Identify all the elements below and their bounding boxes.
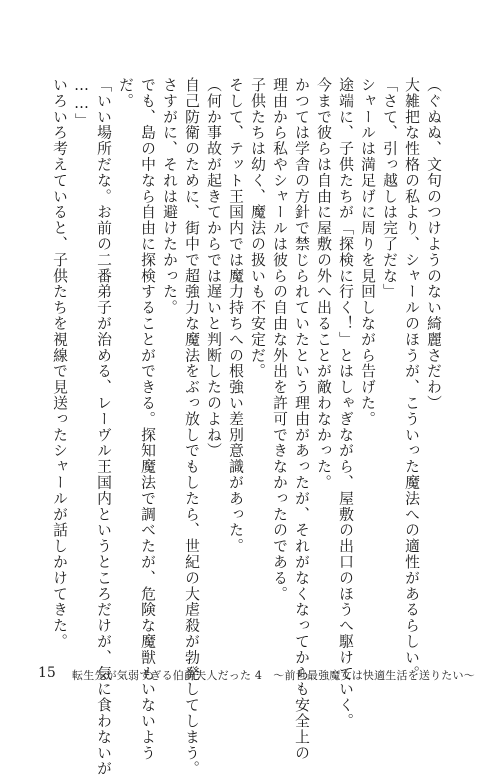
page-footer <box>38 665 478 685</box>
text-line: 理由から私やシャールは彼らの自由な外出を許可できなかったのである。 <box>271 77 288 602</box>
running-title: 転生先が気弱すぎる伯爵夫人だった 4 ～前世最強魔女は快適生活を送りたい～ <box>72 669 475 682</box>
page-number: 15 <box>38 665 56 681</box>
text-line: さすがに、それは避けたかった。 <box>161 77 178 316</box>
text-line: （ぐぬぬ、文句のつけようのない綺麗さだわ） <box>425 77 442 411</box>
text-line: でも、島の中なら自由に探検することができる。探知魔法で調べたが、危険な魔獣もいないよう <box>139 77 156 761</box>
text-line: そして、テット王国内では魔力持ちへの根強い差別意識があった。 <box>227 77 244 554</box>
text-line: 子供たちは幼く、魔法の扱いも不安定だ。 <box>249 77 266 380</box>
text-line: 今まで彼らは自由に屋敷の外へ出ることが敵わなかった。 <box>315 77 332 491</box>
text-line: （何か事故が起きてからでは遅いと判断したのよね） <box>205 77 222 459</box>
text-line: 「いい場所だな。お前の二番弟子が治める、レーヴル王国内というところだけが、気に食わないが <box>95 77 112 777</box>
text-line: ……」 <box>73 77 90 130</box>
text-line: シャールは満足げに周りを見回しながら告げた。 <box>359 77 376 427</box>
text-line: 大雑把な性格の私より、シャールのほうが、こういった魔法への適性があるらしい。 <box>403 77 420 682</box>
text-line: 途端に、子供たちが「探検に行く！」とはしゃぎながら、屋敷の出口のほうへ駆けていく。 <box>337 77 354 729</box>
text-line: 自己防衛のために、街中で超強力な魔法をぶっ放しでもしたら、世紀の大虐殺が勃発してしまう。 <box>183 77 200 777</box>
text-line: だ。 <box>117 77 134 109</box>
text-line: 「さて、引っ越しは完了だな」 <box>381 77 398 300</box>
text-line: かつては学舎の方針で禁じられていたという理由があったが、それがなくなってからも安全上の <box>293 77 310 761</box>
text-line: いろいろ考えていると、子供たちを視線で見送ったシャールが話しかけてきた。 <box>51 77 68 650</box>
